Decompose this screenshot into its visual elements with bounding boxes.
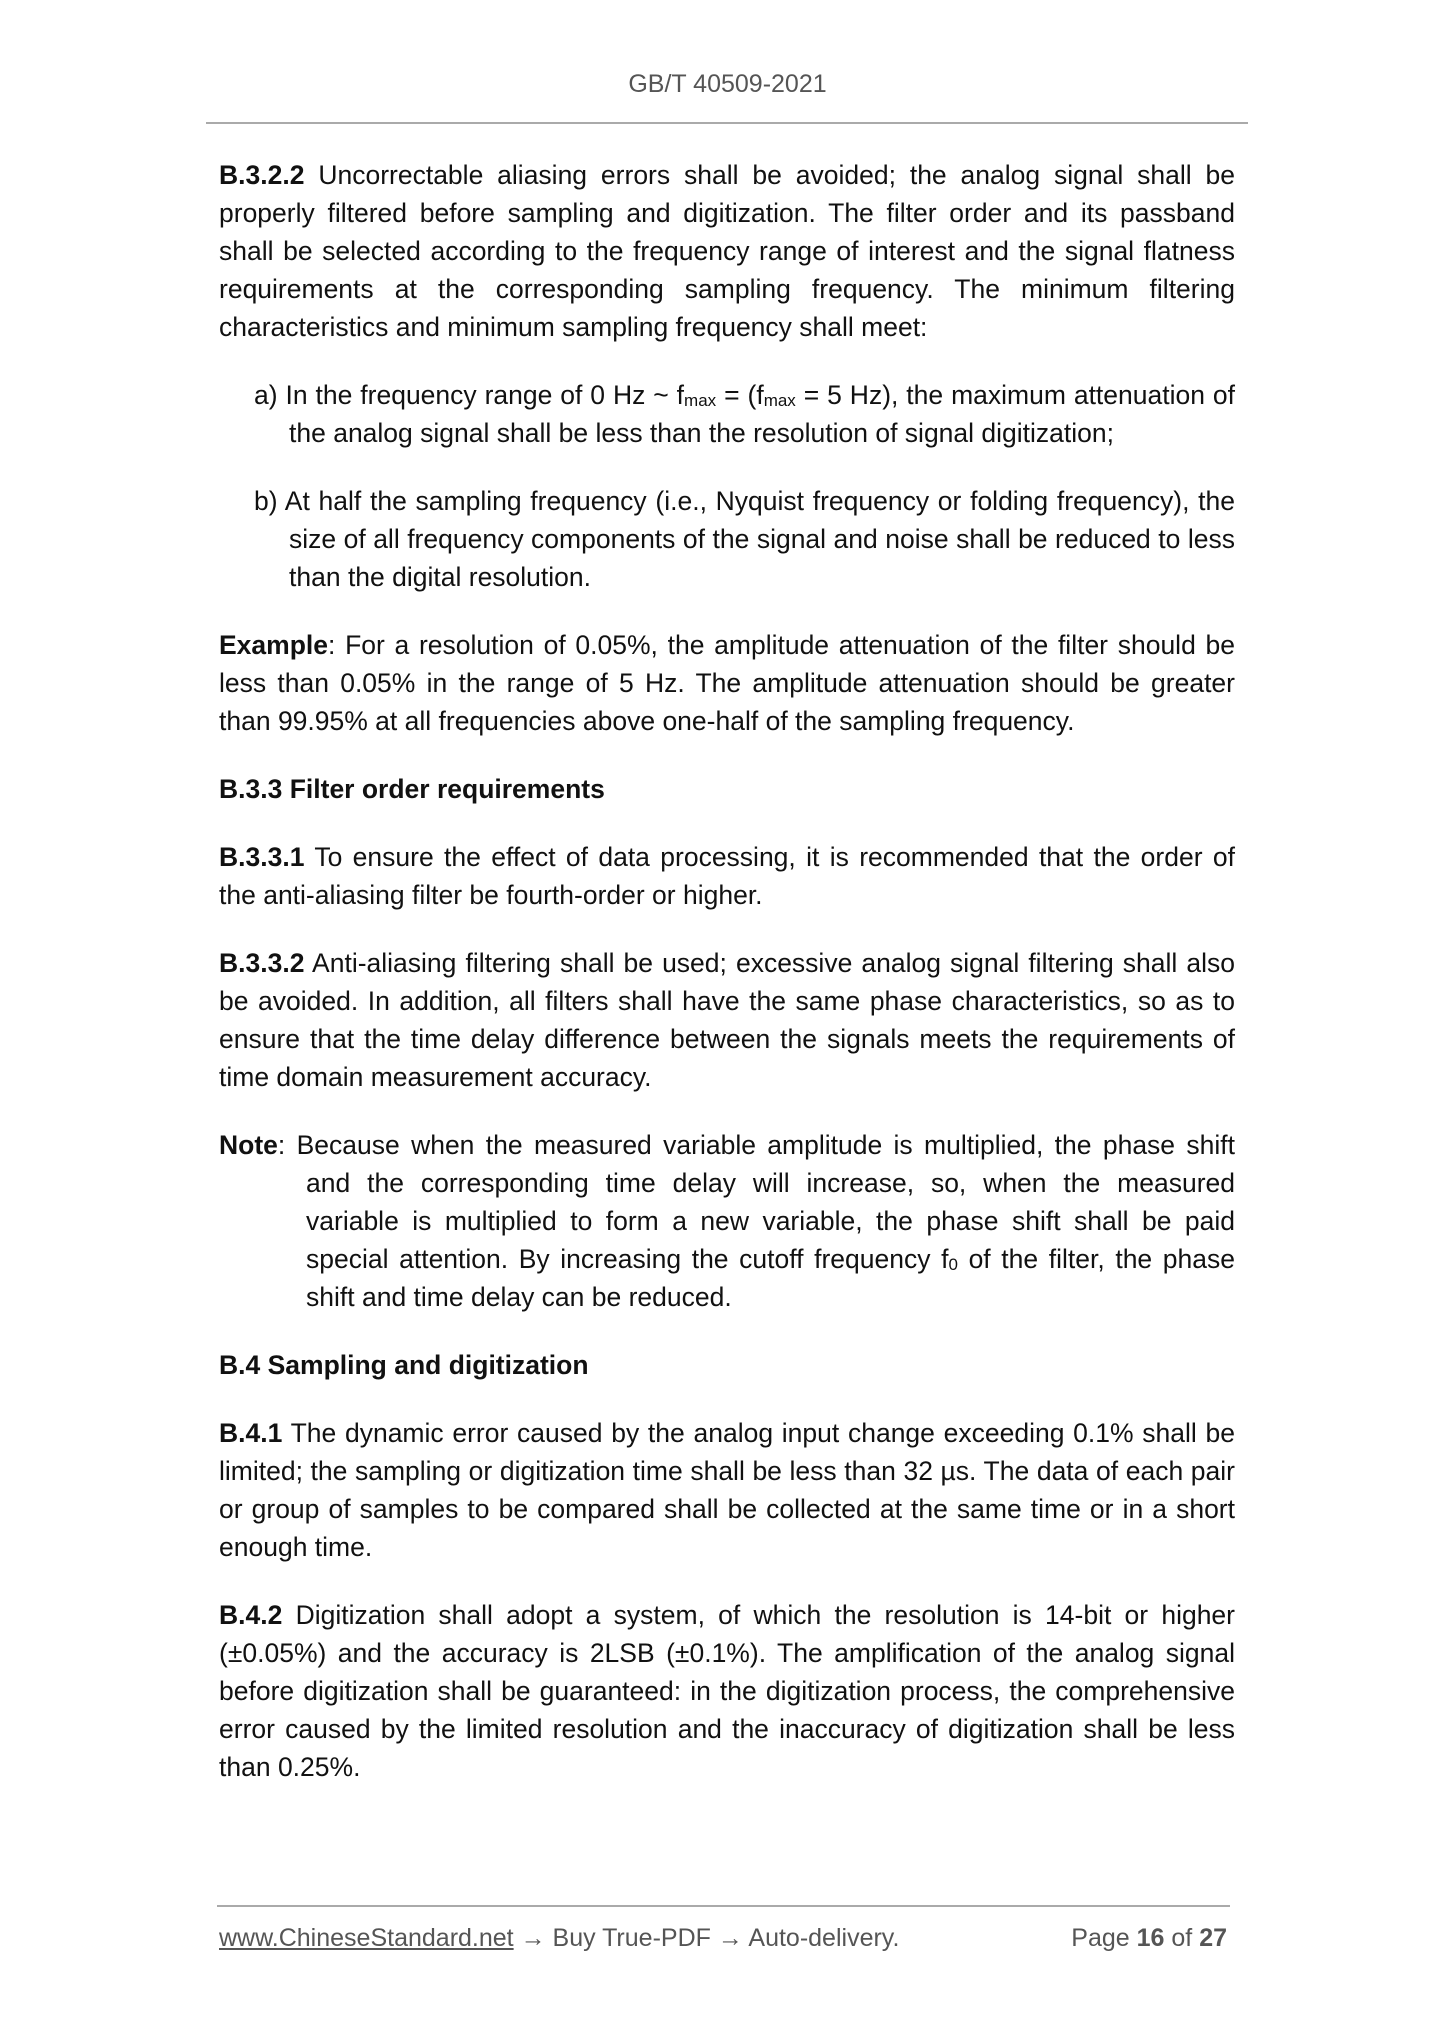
heading-text: B.3.3 Filter order requirements: [219, 774, 605, 804]
clause-number: B.3.3.1: [219, 842, 305, 872]
clause-b-4-1: [219, 1414, 1235, 1566]
example-text: : For a resolution of 0.05%, the amplitude attenuation of the filter should be less than 0.05% in the range of 5 Hz. The amplitude attenuation should be greater than 99.95% at all frequencies above one-half of the sampling frequency.: [219, 630, 1235, 736]
clause-b-3-3-1: [219, 838, 1235, 914]
list-item-b: b) At half the sampling frequency (i.e., Nyquist frequency or folding frequency), the size of all frequency components of the signal and noise shall be reduced to less than the digital resolution.: [254, 486, 1235, 592]
list-item-a: [254, 376, 1235, 452]
footer-text: → Buy True-PDF → Auto-delivery.: [513, 1924, 900, 1952]
clause-text: Anti-aliasing filtering shall be used; excessive analog signal filtering shall also be avoided. In addition, all filters shall have the same phase characteristics, so as to ensure that the time delay difference between the signals meets the requirements of time domain measurement accuracy.: [219, 948, 1235, 1092]
document-header: GB/T 40509-2021: [628, 70, 827, 98]
note-label: Note: [219, 1130, 278, 1160]
clause-number: B.3.3.2: [219, 948, 305, 978]
example: [219, 626, 1235, 740]
subscript: 0: [948, 1255, 958, 1274]
clause-b-4-2: [219, 1596, 1235, 1786]
clause-b-3-3-2: [219, 944, 1235, 1096]
clause-number: B.4.2: [219, 1600, 283, 1630]
document-body: [219, 156, 1235, 1816]
of-label: of: [1171, 1924, 1193, 1952]
footer-divider: [217, 1905, 1230, 1907]
clause-text: Digitization shall adopt a system, of which the resolution is 14-bit or higher (±0.05%) and the accuracy is 2LSB (±0.1%). The amplification of the analog signal before digitization shall be guaranteed: in the digitization process, the comprehensive error caused by the limited resolution and the inaccuracy of digitization shall be less than 0.25%.: [219, 1600, 1235, 1782]
clause-b-3-2-2: [219, 156, 1235, 346]
subscript: max: [684, 391, 717, 410]
website-link[interactable]: www.ChineseStandard.net: [219, 1924, 514, 1952]
footer-promo: [219, 1924, 899, 1953]
current-page: 16: [1136, 1924, 1165, 1952]
page-label: Page: [1071, 1924, 1130, 1952]
page-number: [1071, 1924, 1227, 1953]
page-footer: [219, 1924, 1227, 1953]
clause-number: B.3.2.2: [219, 160, 305, 190]
total-pages: 27: [1199, 1924, 1227, 1952]
clause-text: Uncorrectable aliasing errors shall be avoided; the analog signal shall be properly filtered before sampling and digitization. The filter order and its passband shall be selected according to the frequency range of interest and the signal flatness requirements at the corresponding sampling frequency. The minimum filtering characteristics and minimum sampling frequency shall meet:: [219, 160, 1235, 342]
item-text: = 5 Hz), the maximum attenuation of the analog signal shall be less than the resolution of signal digitization;: [289, 380, 1235, 448]
heading-text: B.4 Sampling and digitization: [219, 1350, 589, 1380]
note: [219, 1126, 1235, 1316]
section-heading-b-4: [219, 1346, 1235, 1384]
example-label: Example: [219, 630, 329, 660]
clause-text: The dynamic error caused by the analog input change exceeding 0.1% shall be limited; the sampling or digitization time shall be less than 32 µs. The data of each pair or group of samples to be compared shall be collected at the same time or in a short enough time.: [219, 1418, 1235, 1562]
clause-number: B.4.1: [219, 1418, 283, 1448]
item-text: = (f: [716, 380, 764, 410]
note-text: : Because when the measured variable amplitude is multiplied, the phase shift and the corresponding time delay will increase, so, when the measured variable is multiplied to form a new variable, the phase shift shall be paid special attention. By increasing the cutoff frequency f: [277, 1130, 1235, 1274]
section-heading-b-3-3: [219, 770, 1235, 808]
subscript: max: [763, 391, 796, 410]
clause-text: To ensure the effect of data processing, it is recommended that the order of the anti-aliasing filter be fourth-order or higher.: [219, 842, 1235, 910]
header-divider: [206, 122, 1248, 124]
note-text: of the filter, the phase shift and time delay can be reduced.: [306, 1244, 1235, 1312]
item-text: a) In the frequency range of 0 Hz ~ f: [254, 380, 685, 410]
